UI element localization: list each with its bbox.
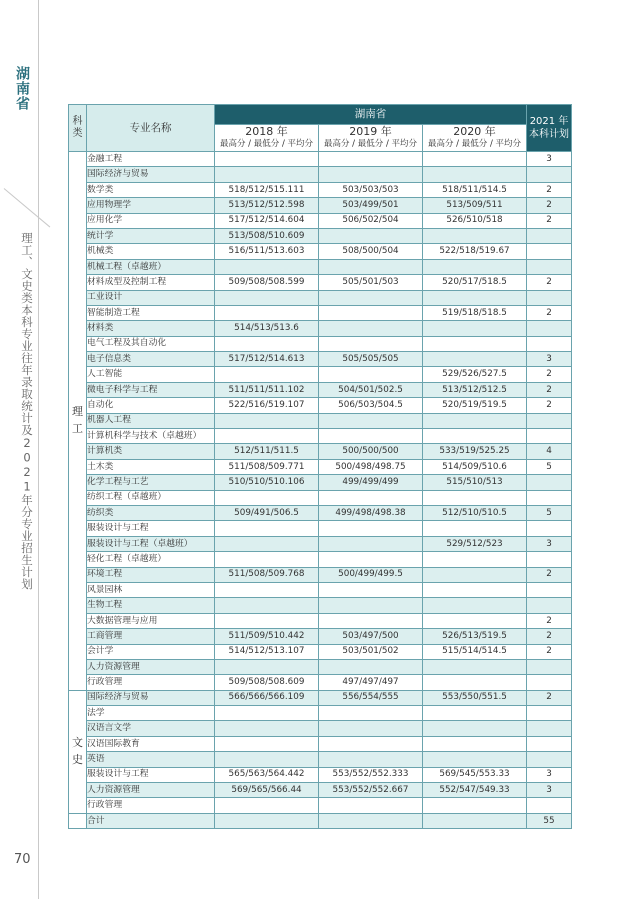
score-2020-cell: 526/510/518 [423,213,527,228]
score-2018-cell: 517/512/514.613 [215,352,319,367]
major-name-cell: 服装设计与工程 [87,767,215,782]
score-2020-cell [423,675,527,690]
table-row [69,613,572,628]
score-2019-cell [319,290,423,305]
score-2020-cell: 552/547/549.33 [423,783,527,798]
major-name-cell: 材料类 [87,321,215,336]
major-name-cell: 数学类 [87,182,215,197]
table-row [69,629,572,644]
score-2020-cell: 520/517/518.5 [423,275,527,290]
score-2020-cell: 519/518/518.5 [423,305,527,320]
score-2019-cell [319,228,423,243]
score-2019-cell [319,582,423,597]
score-2018-cell: 522/516/519.107 [215,398,319,413]
score-2018-cell: 514/513/513.6 [215,321,319,336]
score-2018-cell [215,367,319,382]
table-row [69,690,572,705]
plan-cell [527,429,572,444]
table-row [69,552,572,567]
table-row [69,336,572,351]
score-2019-cell: 503/503/503 [319,182,423,197]
page-number: 70 [14,852,31,867]
plan-cell: 2 [527,182,572,197]
score-2019-cell [319,321,423,336]
plan-cell: 2 [527,382,572,397]
score-2019-cell [319,706,423,721]
table-row [69,228,572,243]
table-row [69,382,572,397]
score-2019-cell [319,598,423,613]
score-2019-cell: 506/503/504.5 [319,398,423,413]
plan-cell: 2 [527,213,572,228]
score-2020-cell [423,613,527,628]
score-2020-cell [423,321,527,336]
sidebar-rule-diagonal [4,188,51,227]
major-name-cell: 机器人工程 [87,413,215,428]
score-2019-cell [319,613,423,628]
plan-cell [527,490,572,505]
table-row [69,505,572,520]
major-name-cell: 环境工程 [87,567,215,582]
major-name-cell: 机械类 [87,244,215,259]
score-2018-cell: 513/512/512.598 [215,198,319,213]
major-name-cell: 工业设计 [87,290,215,305]
sidebar-section-title: 理工、文史类本科专业往年录取统计及2021年分专业招生计划 [20,232,34,590]
score-2018-cell: 516/511/513.603 [215,244,319,259]
major-name-cell: 土木类 [87,459,215,474]
total-row [69,813,572,828]
score-2018-cell: 565/563/564.442 [215,767,319,782]
plan-cell: 3 [527,536,572,551]
score-2018-cell [215,613,319,628]
major-name-cell: 会计学 [87,644,215,659]
table-row [69,198,572,213]
score-2020-cell [423,721,527,736]
major-name-cell: 应用物理学 [87,198,215,213]
score-2019-cell: 497/497/497 [319,675,423,690]
score-2020-cell [423,413,527,428]
header-year-2018: 2018 年 [215,125,319,139]
table-row [69,167,572,182]
table-row [69,752,572,767]
plan-cell: 2 [527,367,572,382]
score-2018-cell [215,598,319,613]
plan-cell: 5 [527,505,572,520]
score-2018-cell: 509/508/508.609 [215,675,319,690]
score-2019-cell: 505/505/505 [319,352,423,367]
score-2018-cell: 511/509/510.442 [215,629,319,644]
score-2020-cell: 533/519/525.25 [423,444,527,459]
plan-cell [527,598,572,613]
plan-cell: 3 [527,152,572,167]
plan-cell [527,659,572,674]
table-row [69,275,572,290]
score-2019-cell: 503/501/502 [319,644,423,659]
score-2019-cell: 499/498/498.38 [319,505,423,520]
score-2019-cell: 553/552/552.333 [319,767,423,782]
score-2018-cell [215,521,319,536]
table-row [69,367,572,382]
major-name-cell: 电子信息类 [87,352,215,367]
score-2019-cell [319,721,423,736]
header-province: 湖南省 [215,105,527,125]
major-name-cell: 纺织工程（卓越班） [87,490,215,505]
table-row [69,521,572,536]
table-row [69,706,572,721]
score-2020-cell: 518/511/514.5 [423,182,527,197]
table-row [69,767,572,782]
sidebar-rule [38,0,39,899]
score-2019-cell [319,736,423,751]
plan-cell [527,167,572,182]
plan-cell [527,706,572,721]
score-2020-cell: 522/518/519.67 [423,244,527,259]
score-2019-cell: 553/552/552.667 [319,783,423,798]
table-row [69,598,572,613]
score-2019-cell: 505/501/503 [319,275,423,290]
score-2019-cell: 556/554/555 [319,690,423,705]
score-2020-cell [423,752,527,767]
plan-cell: 2 [527,644,572,659]
score-2019-cell [319,659,423,674]
score-2020-cell: 553/550/551.5 [423,690,527,705]
major-name-cell: 大数据管理与应用 [87,613,215,628]
plan-cell [527,675,572,690]
plan-cell: 3 [527,352,572,367]
score-2019-cell [319,798,423,813]
major-name-cell: 微电子科学与工程 [87,382,215,397]
header-year-2020: 2020 年 [423,125,527,139]
major-name-cell: 自动化 [87,398,215,413]
score-2019-cell: 503/499/501 [319,198,423,213]
plan-cell [527,552,572,567]
plan-cell: 5 [527,459,572,474]
plan-cell: 2 [527,629,572,644]
score-2018-cell [215,736,319,751]
table-row [69,459,572,474]
sidebar-province: 湖南省 [14,66,30,111]
total-empty-cell [215,813,319,828]
score-2019-cell [319,536,423,551]
score-2018-cell: 517/512/514.604 [215,213,319,228]
score-2020-cell: 515/510/513 [423,475,527,490]
score-2020-cell: 529/512/523 [423,536,527,551]
score-2020-cell [423,290,527,305]
major-name-cell: 行政管理 [87,675,215,690]
header-category: 科类 [69,105,87,152]
table-row [69,244,572,259]
score-2020-cell [423,228,527,243]
major-name-cell: 智能制造工程 [87,305,215,320]
score-2019-cell [319,552,423,567]
score-2018-cell [215,167,319,182]
score-2018-cell: 511/508/509.768 [215,567,319,582]
admission-table [68,104,572,829]
major-name-cell: 金融工程 [87,152,215,167]
score-2018-cell [215,659,319,674]
score-2019-cell [319,305,423,320]
score-2018-cell [215,429,319,444]
plan-cell: 4 [527,444,572,459]
score-2018-cell: 518/512/515.111 [215,182,319,197]
score-2020-cell: 520/519/519.5 [423,398,527,413]
plan-cell: 2 [527,690,572,705]
table-row [69,644,572,659]
score-2019-cell [319,367,423,382]
header-score-columns: 最高分 / 最低分 / 平均分 [215,138,319,152]
major-name-cell: 生物工程 [87,598,215,613]
score-2018-cell [215,290,319,305]
score-2019-cell: 500/498/498.75 [319,459,423,474]
score-2019-cell [319,259,423,274]
major-name-cell: 汉语言文学 [87,721,215,736]
score-2020-cell: 513/512/512.5 [423,382,527,397]
header-year-2019: 2019 年 [319,125,423,139]
table-row [69,213,572,228]
score-2018-cell: 566/566/566.109 [215,690,319,705]
table-row [69,444,572,459]
table-row [69,429,572,444]
major-name-cell: 国际经济与贸易 [87,690,215,705]
score-2018-cell: 511/508/509.771 [215,459,319,474]
major-name-cell: 统计学 [87,228,215,243]
total-label: 合计 [87,813,215,828]
major-name-cell: 电气工程及其自动化 [87,336,215,351]
major-name-cell: 服装设计与工程 [87,521,215,536]
header-major: 专业名称 [87,105,215,152]
plan-cell [527,321,572,336]
score-2018-cell [215,259,319,274]
plan-cell [527,244,572,259]
plan-cell [527,582,572,597]
plan-cell [527,521,572,536]
major-name-cell: 风景园林 [87,582,215,597]
total-category-cell [69,813,87,828]
score-2020-cell [423,167,527,182]
table-row [69,259,572,274]
major-name-cell: 人力资源管理 [87,659,215,674]
score-2020-cell [423,259,527,274]
table-body [69,152,572,829]
major-name-cell: 人工智能 [87,367,215,382]
score-2019-cell: 503/497/500 [319,629,423,644]
table-row [69,398,572,413]
score-2018-cell: 569/565/566.44 [215,783,319,798]
plan-cell [527,290,572,305]
score-2020-cell [423,706,527,721]
table-row [69,475,572,490]
table-row [69,721,572,736]
score-2018-cell [215,552,319,567]
plan-cell: 2 [527,275,572,290]
plan-cell: 2 [527,567,572,582]
score-2018-cell [215,152,319,167]
header-plan: 2021 年本科计划 [527,105,572,152]
score-2019-cell [319,336,423,351]
table-row [69,567,572,582]
score-2019-cell [319,490,423,505]
score-2020-cell: 515/514/514.5 [423,644,527,659]
header-score-columns: 最高分 / 最低分 / 平均分 [423,138,527,152]
major-name-cell: 轻化工程（卓越班） [87,552,215,567]
score-2020-cell: 569/545/553.33 [423,767,527,782]
plan-cell [527,736,572,751]
category-cell: 理工 [69,152,87,691]
major-name-cell: 机械工程（卓越班） [87,259,215,274]
score-2020-cell [423,582,527,597]
score-2020-cell [423,798,527,813]
score-2018-cell [215,305,319,320]
score-2020-cell [423,552,527,567]
score-2019-cell: 508/500/504 [319,244,423,259]
score-2018-cell: 511/511/511.102 [215,382,319,397]
table-row [69,798,572,813]
score-2018-cell [215,413,319,428]
major-name-cell: 计算机类 [87,444,215,459]
score-2020-cell [423,490,527,505]
score-2018-cell [215,536,319,551]
plan-cell: 2 [527,305,572,320]
score-2019-cell [319,521,423,536]
table-row [69,290,572,305]
score-2019-cell: 499/499/499 [319,475,423,490]
table-row [69,536,572,551]
score-2020-cell [423,567,527,582]
score-2018-cell [215,798,319,813]
header-score-columns: 最高分 / 最低分 / 平均分 [319,138,423,152]
score-2019-cell: 500/499/499.5 [319,567,423,582]
table-row [69,152,572,167]
major-name-cell: 纺织类 [87,505,215,520]
score-2019-cell: 506/502/504 [319,213,423,228]
major-name-cell: 法学 [87,706,215,721]
score-2018-cell: 513/508/510.609 [215,228,319,243]
table-row [69,321,572,336]
score-2019-cell [319,752,423,767]
score-2018-cell: 509/491/506.5 [215,505,319,520]
score-2020-cell [423,598,527,613]
score-2020-cell [423,352,527,367]
table-row [69,413,572,428]
major-name-cell: 材料成型及控制工程 [87,275,215,290]
score-2018-cell [215,582,319,597]
table-row [69,582,572,597]
score-2018-cell: 514/512/513.107 [215,644,319,659]
major-name-cell: 服装设计与工程（卓越班） [87,536,215,551]
score-2020-cell [423,429,527,444]
plan-cell: 3 [527,783,572,798]
score-2020-cell [423,336,527,351]
major-name-cell: 化学工程与工艺 [87,475,215,490]
table-row [69,490,572,505]
score-2019-cell [319,152,423,167]
major-name-cell: 行政管理 [87,798,215,813]
score-2020-cell: 529/526/527.5 [423,367,527,382]
plan-cell: 2 [527,613,572,628]
score-2019-cell [319,413,423,428]
score-2020-cell: 513/509/511 [423,198,527,213]
major-name-cell: 人力资源管理 [87,783,215,798]
score-2020-cell: 514/509/510.6 [423,459,527,474]
plan-cell [527,259,572,274]
score-2019-cell: 500/500/500 [319,444,423,459]
plan-cell: 3 [527,767,572,782]
table-row [69,736,572,751]
plan-cell [527,721,572,736]
major-name-cell: 工商管理 [87,629,215,644]
score-2020-cell: 512/510/510.5 [423,505,527,520]
table-row [69,352,572,367]
score-2020-cell [423,521,527,536]
score-2019-cell [319,167,423,182]
score-2018-cell [215,336,319,351]
plan-cell [527,336,572,351]
major-name-cell: 计算机科学与技术（卓越班） [87,429,215,444]
score-2018-cell [215,752,319,767]
score-2019-cell: 504/501/502.5 [319,382,423,397]
score-2020-cell: 526/513/519.5 [423,629,527,644]
plan-cell [527,752,572,767]
table-row [69,182,572,197]
major-name-cell: 英语 [87,752,215,767]
plan-cell [527,228,572,243]
total-plan: 55 [527,813,572,828]
plan-cell: 2 [527,398,572,413]
plan-cell [527,475,572,490]
total-empty-cell [423,813,527,828]
score-2020-cell [423,152,527,167]
score-2018-cell [215,490,319,505]
score-2019-cell [319,429,423,444]
score-2018-cell: 510/510/510.106 [215,475,319,490]
score-2020-cell [423,736,527,751]
major-name-cell: 应用化学 [87,213,215,228]
score-2018-cell: 512/511/511.5 [215,444,319,459]
score-2020-cell [423,659,527,674]
score-2018-cell [215,706,319,721]
table-row [69,659,572,674]
category-cell: 文史 [69,690,87,813]
table-row [69,783,572,798]
score-2018-cell: 509/508/508.599 [215,275,319,290]
total-empty-cell [319,813,423,828]
score-2018-cell [215,721,319,736]
major-name-cell: 国际经济与贸易 [87,167,215,182]
plan-cell [527,798,572,813]
major-name-cell: 汉语国际教育 [87,736,215,751]
plan-cell [527,413,572,428]
table-row [69,675,572,690]
table-row [69,305,572,320]
plan-cell: 2 [527,198,572,213]
